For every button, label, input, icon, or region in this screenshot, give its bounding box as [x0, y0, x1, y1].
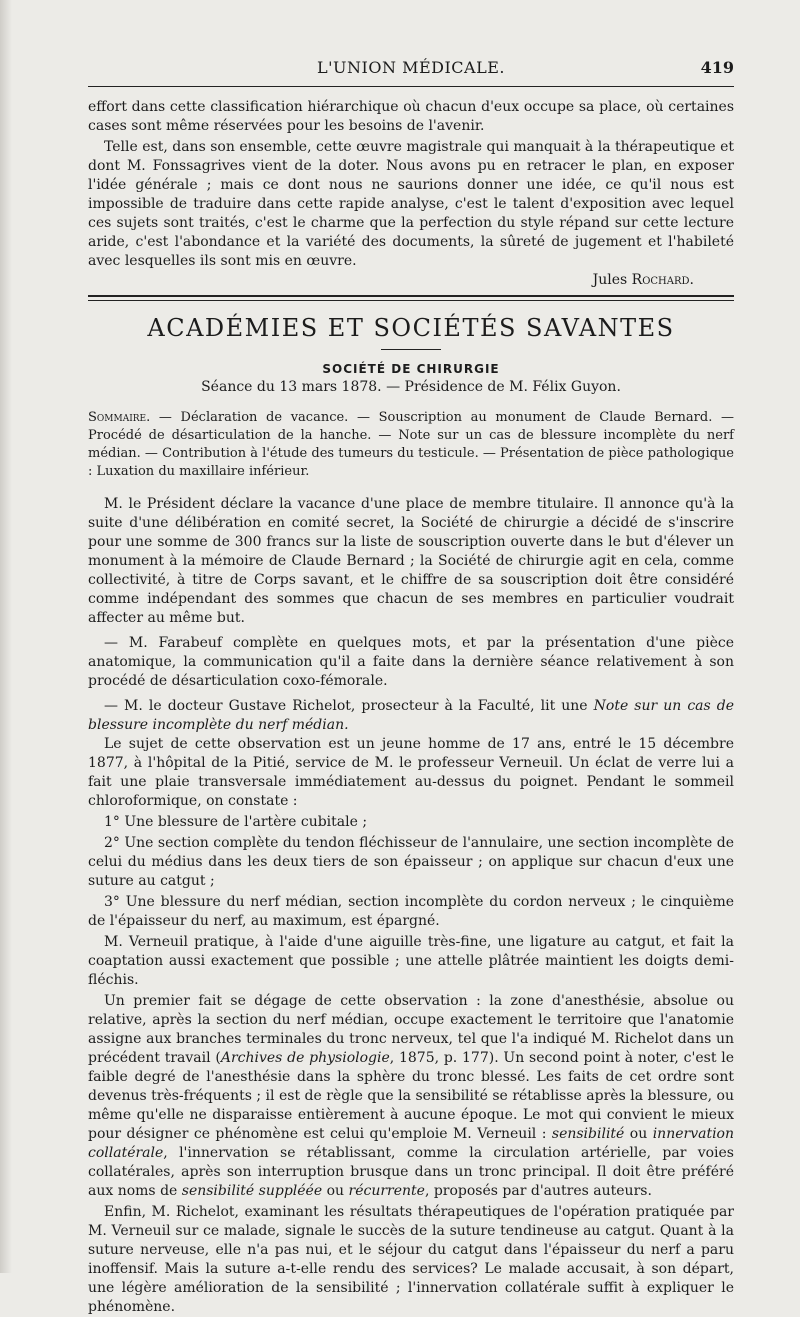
- summary-label: Sommaire.: [88, 410, 151, 425]
- p6-term-sensibilite: sensibilité: [551, 1126, 625, 1142]
- signature-last-name: Rochard.: [631, 272, 694, 288]
- society-heading: SOCIÉTÉ DE CHIRURGIE: [322, 362, 500, 376]
- p6-part-a: Un premier fait se dégage de cette observation : la zone d'anesthésie, absolue ou relative, après la section du nerf médian, occupe exactement le territoire que l'anatomie assigne aux branches terminales du tronc nerveux, tel que l'a indiqué M. Richelot dans un précédent travail (: [88, 993, 734, 1066]
- p6-part-e: ou: [624, 1126, 653, 1142]
- signature-first-name: Jules: [592, 272, 632, 288]
- section-divider: [88, 295, 734, 301]
- intro-paragraph-2: Telle est, dans son ensemble, cette œuvre magistrale qui manquait à la thérapeutique et dont M. Fonssagrives vient de la doter. Nous avons pu en retracer le plan, en exposer l'idée générale ; mais ce dont nous ne saurions donner une idée, ce qu'il nous est impossible de traduire dans cette rapide analyse, c'est le talent d'exposition avec lequel ces sujets sont traités, c'est le charme que la perfection du style répand sur cette lecture aride, c'est l'abondance et la variété des documents, la sûreté de jugement et l'habileté avec lesquelles ils sont mis en œuvre.: [88, 139, 734, 269]
- p3-text: — M. le docteur Gustave Richelot, prosecteur à la Faculté, lit une: [104, 698, 594, 714]
- body-paragraph-5: M. Verneuil pratique, à l'aide d'une aiguille très-fine, une ligature au catgut, et fait la coaptation aussi exactement que possible ; une attelle plâtrée maintient les doigts demi-fléchis.: [88, 934, 734, 988]
- list-item-3: 3° Une blessure du nerf médian, section incomplète du cordon nerveux ; le cinquième de l'épaisseur du nerf, au maximum, est épargné.: [88, 894, 734, 929]
- p3-note-title: Note sur un cas de blessure incomplète du nerf médian.: [88, 698, 735, 733]
- running-title: L'UNION MÉDICALE.: [317, 58, 505, 77]
- header-rule: [88, 86, 734, 87]
- p6-part-g: , l'innervation se rétablissant, comme la circulation artérielle, par voies collatérales, après son interruption brusque dans un tronc principal. Il doit être préféré aux noms de: [88, 1145, 734, 1199]
- page-header: [88, 58, 734, 82]
- p6-part-c: , 1875, p. 177). Un second point à noter, c'est le faible degré de l'anesthésie dans la sphère du tronc blessé. Les faits de cet ordre sont devenus très-fréquents ; il est de règle que la sensibilité se rétablisse après la blessure, ou même qu'elle ne disparaisse entièrement à aucune époque. Le mot qui convient le mieux pour désigner ce phénomène est celui qu'emploie M. Verneuil :: [88, 1050, 734, 1142]
- article-body: [88, 495, 734, 1317]
- p6-term-suppleee: sensibilité suppléée: [181, 1183, 323, 1199]
- body-paragraph-2: — M. Farabeuf complète en quelques mots, et par la présentation d'une pièce anatomique, la communication qu'il a faite dans la dernière séance relativement à son procédé de désarticulation coxo-fémorale.: [88, 635, 734, 689]
- page-number: 419: [700, 58, 734, 77]
- list-item-1: 1° Une blessure de l'artère cubitale ;: [104, 814, 368, 830]
- session-line: Séance du 13 mars 1878. — Présidence de M. Félix Guyon.: [201, 379, 621, 395]
- intro-paragraph-1: effort dans cette classification hiérarchique où chacun d'eux occupe sa place, où certaines cases sont même réservées pour les besoins de l'avenir.: [88, 99, 734, 134]
- p6-term-innervation: innervation collatérale: [88, 1126, 734, 1161]
- title-underline: [381, 349, 441, 350]
- section-title: ACADÉMIES ET SOCIÉTÉS SAVANTES: [147, 314, 675, 342]
- p6-part-i: ou: [322, 1183, 349, 1199]
- body-paragraph-1: M. le Président déclare la vacance d'une place de membre titulaire. Il annonce qu'à la suite d'une délibération en comité secret, la Société de chirurgie a décidé de s'inscrire pour une somme de 300 francs sur la liste de souscription ouverte dans le but d'élever un monument à la mémoire de Claude Bernard ; la Société de chirurgie agit en cela, comme collectivité, à titre de Corps savant, et le chiffre de sa souscription doit être considéré comme indépendant des sommes que chacun de ses membres en particulier voudrait affecter au même but.: [88, 496, 734, 626]
- p6-part-k: , proposés par d'autres auteurs.: [424, 1183, 652, 1199]
- body-paragraph-6: [88, 992, 734, 1201]
- body-paragraph-7: Enfin, M. Richelot, examinant les résultats thérapeutiques de l'opération pratiquée par M. Verneuil sur ce malade, signale le succès de la suture tendineuse au catgut. Quant à la suture nerveuse, elle n'a pas nui, et le séjour du catgut dans l'épaisseur du nerf a paru inoffensif. Mais la suture a-t-elle rendu des services? Le malade accusait, à son départ, une légère amélioration de la sensibilité ; l'innervation collatérale suffit à expliquer le phénomène.: [88, 1204, 734, 1315]
- list-item-2: 2° Une section complète du tendon fléchisseur de l'annulaire, une section incomplète de celui du médius dans les deux tiers de son épaisseur ; on applique sur chacun d'eux une suture au catgut ;: [88, 835, 734, 889]
- body-paragraph-3: [88, 697, 734, 735]
- summary-text: — Déclaration de vacance. — Souscription au monument de Claude Bernard. — Procédé de désarticulation de la hanche. — Note sur un cas de blessure incomplète du nerf médian. — Contribution à l'étude des tumeurs du testicule. — Présentation de pièce pathologique : Luxation du maxillaire inférieur.: [88, 410, 734, 479]
- body-paragraph-4: Le sujet de cette observation est un jeune homme de 17 ans, entré le 15 décembre 1877, à l'hôpital de la Pitié, service de M. le professeur Verneuil. Un éclat de verre lui a fait une plaie transversale immédiatement au-dessus du poignet. Pendant le sommeil chloroformique, on constate :: [88, 736, 734, 809]
- author-signature: [88, 271, 734, 290]
- p6-journal-title: Archives de physiologie: [220, 1050, 390, 1066]
- p6-term-recurrente: récurrente: [348, 1183, 425, 1199]
- page-content: [88, 98, 734, 1317]
- summary-paragraph: [88, 409, 734, 481]
